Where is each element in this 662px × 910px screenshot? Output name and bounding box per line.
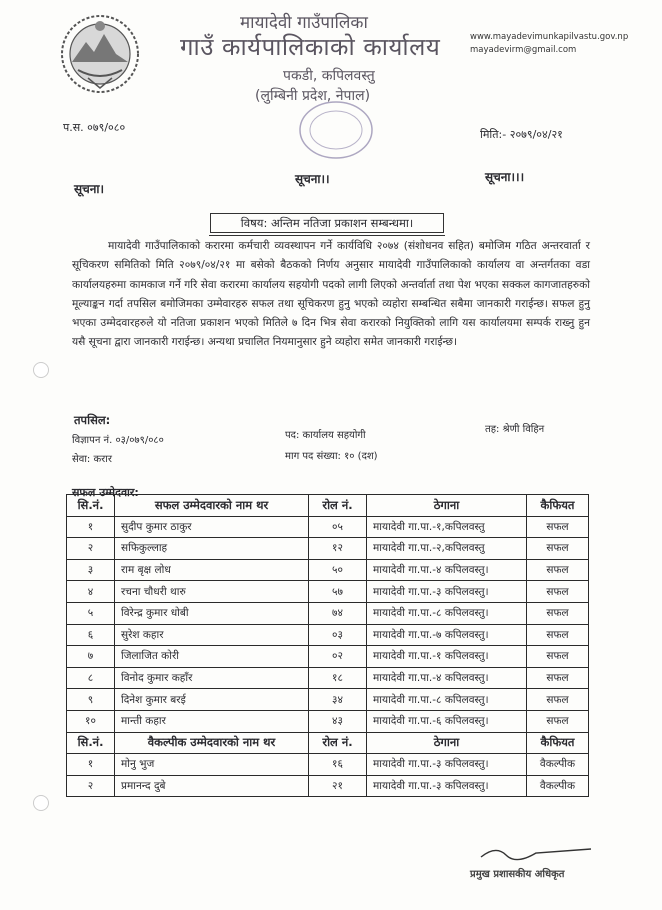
alt-col-header-address: ठेगाना — [367, 732, 527, 754]
table-row — [67, 646, 589, 668]
cell-name: मोनु भुज — [115, 754, 309, 776]
table-row — [67, 602, 589, 624]
cell-name: विनोद कुमार कहाँर — [115, 667, 309, 689]
cell-name: प्रमानन्द दुबे — [115, 775, 309, 797]
cell-address: मायादेवी गा.पा.-७ कपिलवस्तु। — [367, 624, 527, 646]
details-heading: तपसिल: — [74, 413, 111, 427]
cell-remarks: सफल — [527, 689, 589, 711]
cell-name: दिनेश कुमार बरई — [115, 689, 309, 711]
cell-remarks: सफल — [527, 538, 589, 560]
cell-remarks: वैकल्पीक — [527, 775, 589, 797]
alt-header-row — [67, 732, 589, 754]
punch-hole — [33, 795, 49, 811]
cell-remarks: वैकल्पीक — [527, 754, 589, 776]
cell-roll: ५० — [309, 559, 367, 581]
cell-address: मायादेवी गा.पा.-४ कपिलवस्तु। — [367, 559, 527, 581]
post-name: पद: कार्यालय सहयोगी — [285, 430, 366, 441]
cell-roll: १६ — [309, 754, 367, 776]
cell-name: सुरेश कहार — [115, 624, 309, 646]
table-row — [67, 689, 589, 711]
cell-sn: ७ — [67, 646, 115, 668]
table-row — [67, 754, 589, 776]
cell-name: मान्ती कहार — [115, 710, 309, 732]
notice-body: मायादेवी गाउँपालिकाको करारमा कर्मचारी व्यवस्थापन गर्ने कार्यविधि २०७४ (संशोधनव सहित) बमोजिम गठित अन्तरवार्ता र सूचिकरण समितिको मिति २०७९/०४/२१ मा बसेको बैठकको निर्णय अनुसार मायादेवी गाउँपालिकाको कार्यालय वा अन्तर्गतका वडा कार्यालयहरुमा कामकाज गर्ने गरि सेवा करारमा कार्यालय सहयोगी पदको लागी लिएको अन्तर्वार्ता तथा पेश भएका सक्कल कागजातहरुको मूल्याङ्कन गर्दा तपसिल बमोजिमका उम्मेवारहरु सफल तथा सूचिकरण हुनु भएको व्यहोरा सम्बन्धित सबैमा जानकारी गराईन्छ। सफल हुनु भएका उम्मेदवारहरुले यो नतिजा प्रकाशन भएको मितिले ७ दिन भित्र सेवा करारको नियुक्तिको लागि यस कार्यालयमा सम्पर्क राख्नु हुन यसै सूचना द्वारा जानकारी गराईन्छ। अन्यथा प्रचालित नियमानुसार हुने व्यहोरा समेत जानकारी गराईन्छ। — [72, 240, 590, 349]
cell-name: राम बृक्ष लोध — [115, 559, 309, 581]
table-row — [67, 581, 589, 603]
successful-heading: सफल उम्मेदवार: — [72, 486, 139, 499]
notice-label-3: सूचना।।। — [485, 170, 525, 184]
cell-address: मायादेवी गा.पा.-१ कपिलवस्तु। — [367, 646, 527, 668]
office-location: पकडी, कपिलवस्तु — [283, 68, 375, 84]
table-row — [67, 624, 589, 646]
cell-name: विरेन्द्र कुमार धोबी — [115, 602, 309, 624]
subject-heading: विषय: अन्तिम नतिजा प्रकाशन सम्बन्धमा। — [210, 213, 444, 233]
reference-number: प.स. ०७९/०८० — [63, 121, 126, 134]
cell-address: मायादेवी गा.पा.-३ कपिलवस्तु। — [367, 581, 527, 603]
cell-remarks: सफल — [527, 516, 589, 538]
notice-label-1: सूचना। — [74, 182, 105, 196]
alt-col-header-sn: सि.नं. — [67, 732, 115, 754]
signature-mark — [476, 843, 596, 863]
cell-roll: ३४ — [309, 689, 367, 711]
table-row — [67, 559, 589, 581]
cell-sn: ९ — [67, 689, 115, 711]
municipality-name: मायादेवी गाउँपालिका — [240, 13, 368, 33]
cell-remarks: सफल — [527, 667, 589, 689]
cell-name: सुदीप कुमार ठाकुर — [115, 516, 309, 538]
cell-sn: ८ — [67, 667, 115, 689]
cell-roll: १८ — [309, 667, 367, 689]
table-row — [67, 538, 589, 560]
website-link[interactable]: www.mayadevimunkapilvastu.gov.np — [470, 32, 629, 42]
cell-name: जिलाजित कोरी — [115, 646, 309, 668]
nepal-emblem-logo — [58, 12, 142, 96]
table-row — [67, 775, 589, 797]
cell-roll: ५७ — [309, 581, 367, 603]
cell-address: मायादेवी गा.पा.-६ कपिलवस्तु। — [367, 710, 527, 732]
service-type: सेवा: करार — [72, 454, 112, 465]
cell-remarks: सफल — [527, 581, 589, 603]
cell-address: मायादेवी गा.पा.-१,कपिलवस्तु — [367, 516, 527, 538]
cell-roll: ७४ — [309, 602, 367, 624]
col-header-address: ठेगाना — [367, 495, 527, 517]
alt-col-header-roll: रोल नं. — [309, 732, 367, 754]
cell-sn: १० — [67, 710, 115, 732]
signatory-title: प्रमुख प्रशासकीय अधिकृत — [470, 869, 565, 880]
table-row — [67, 667, 589, 689]
cell-remarks: सफल — [527, 559, 589, 581]
cell-roll: ०२ — [309, 646, 367, 668]
cell-remarks: सफल — [527, 646, 589, 668]
cell-roll: ०५ — [309, 516, 367, 538]
alt-col-header-name: वैकल्पीक उम्मेदवारको नाम थर — [115, 732, 309, 754]
notice-label-2: सूचना।। — [295, 172, 330, 186]
cell-address: मायादेवी गा.पा.-३ कपिलवस्तु। — [367, 754, 527, 776]
cell-sn: ४ — [67, 581, 115, 603]
cell-roll: १२ — [309, 538, 367, 560]
office-province: (लुम्बिनी प्रदेश, नेपाल) — [255, 88, 371, 104]
cell-address: मायादेवी गा.पा.-८ कपिलवस्तु। — [367, 689, 527, 711]
col-header-name: सफल उम्मेदवारको नाम थर — [115, 495, 309, 517]
cell-remarks: सफल — [527, 710, 589, 732]
email-link[interactable]: mayadevirm@gmail.com — [470, 45, 577, 55]
cell-name: सफिकुल्लाह — [115, 538, 309, 560]
cell-sn: ५ — [67, 602, 115, 624]
table-row — [67, 516, 589, 538]
cell-remarks: सफल — [527, 624, 589, 646]
document-date: मिति:- २०७९/०४/२१ — [480, 128, 563, 141]
cell-address: मायादेवी गा.पा.-२,कपिलवस्तु — [367, 538, 527, 560]
cell-address: मायादेवी गा.पा.-८ कपिलवस्तु। — [367, 602, 527, 624]
cell-name: रचना चौधरी थारु — [115, 581, 309, 603]
table-header-row — [67, 495, 589, 517]
post-level: तह: श्रेणी विहिन — [485, 424, 545, 435]
cell-sn: २ — [67, 538, 115, 560]
cell-address: मायादेवी गा.पा.-३ कपिलवस्तु। — [367, 775, 527, 797]
cell-sn: ६ — [67, 624, 115, 646]
advertisement-number: विज्ञापन नं. ०३/०७९/०८० — [72, 435, 164, 446]
cell-sn: १ — [67, 516, 115, 538]
col-header-sn: सि.नं. — [67, 495, 115, 517]
required-posts: माग पद संख्या: १० (दश) — [285, 451, 378, 462]
cell-roll: ०३ — [309, 624, 367, 646]
col-header-remarks: कैफियत — [527, 495, 589, 517]
cell-remarks: सफल — [527, 602, 589, 624]
table-row — [67, 710, 589, 732]
results-table — [66, 494, 589, 797]
office-stamp — [296, 95, 376, 165]
office-name: गाउँ कार्यपालिकाको कार्यालय — [180, 33, 441, 61]
punch-hole — [33, 362, 49, 378]
cell-sn: १ — [67, 754, 115, 776]
cell-sn: ३ — [67, 559, 115, 581]
cell-roll: ४३ — [309, 710, 367, 732]
cell-sn: २ — [67, 775, 115, 797]
col-header-roll: रोल नं. — [309, 495, 367, 517]
cell-address: मायादेवी गा.पा.-४ कपिलवस्तु। — [367, 667, 527, 689]
alt-col-header-remarks: कैफियत — [527, 732, 589, 754]
cell-roll: २१ — [309, 775, 367, 797]
